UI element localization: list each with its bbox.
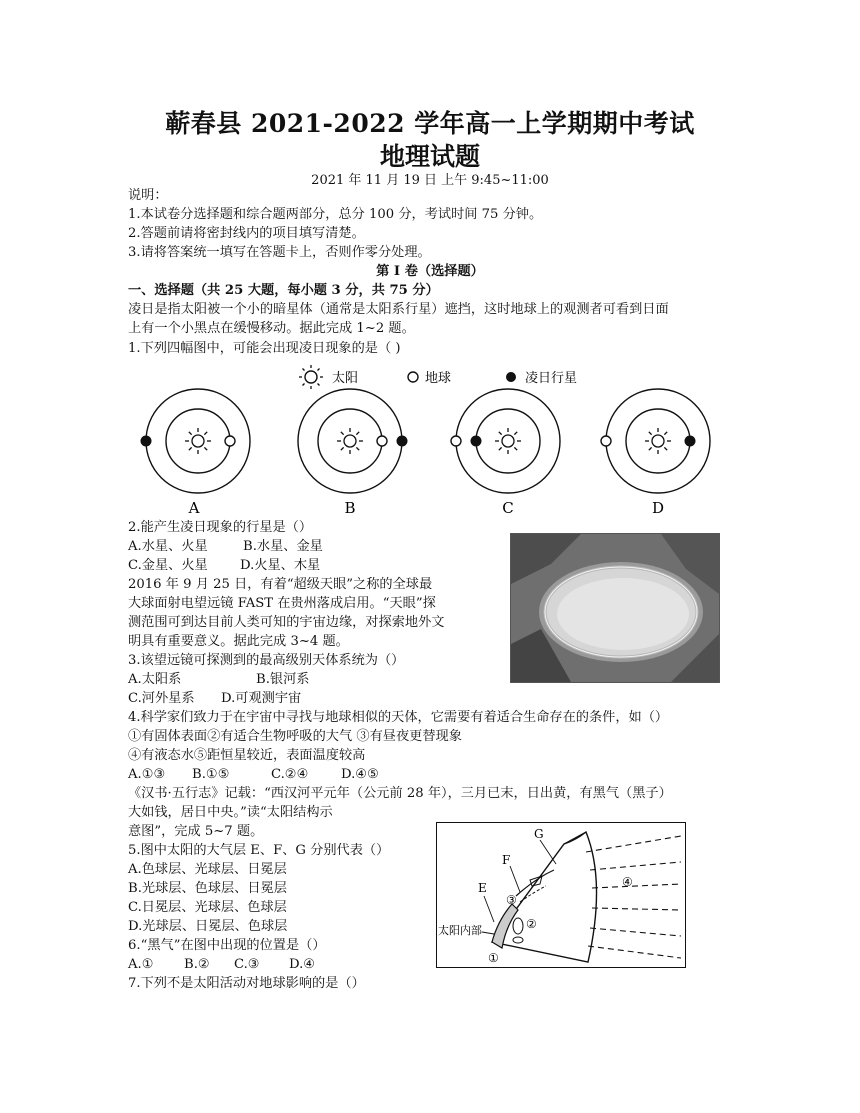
q2-options-row1: [128, 538, 323, 556]
sun-icon: [645, 428, 671, 454]
q4-option-d: D.④⑤: [341, 767, 379, 782]
inner-orbit: [318, 409, 382, 473]
note-1: 1.本试卷分选择题和综合题两部分，总分 100 分，考试时间 75 分钟。: [128, 207, 543, 222]
q4-option-a: A.①③: [128, 767, 166, 782]
q4-conditions-1: ①有固体表面②有适合生物呼吸的大气 ③有昼夜更替现象: [128, 729, 462, 744]
orbit-diagram-c: [451, 389, 560, 493]
earth-marker: [451, 436, 461, 446]
q6-option-b: B.②: [184, 957, 210, 972]
notes-label: 说明：: [128, 188, 168, 203]
q5-option-b: B.光球层、色球层、日冕层: [128, 881, 287, 896]
orbit-diagram-b: [298, 389, 408, 493]
transit-planet-marker: [397, 436, 408, 447]
label-marker-3: ③: [506, 893, 517, 907]
q3-options-row2: [128, 690, 301, 708]
q2-stem: 2.能产生凌日现象的行星是（）: [128, 520, 313, 535]
passage2-line4: 明具有重要意义。据此完成 3~4 题。: [128, 634, 349, 649]
q6-option-a: A.①: [128, 957, 154, 972]
passage3-line3: 意图”，完成 5~7 题。: [128, 824, 264, 839]
q2-option-a: A.水星、火星: [128, 539, 208, 554]
exam-title: 蕲春县 2021-2022 学年高一上学期期中考试: [165, 109, 695, 138]
q3-option-c: C.河外星系: [128, 691, 195, 706]
exam-subject-title: 地理试题: [379, 142, 480, 171]
transit-legend: [299, 365, 577, 389]
label-f: F: [502, 853, 511, 867]
exam-date: 2021 年 11 月 19 日 上午 9:45~11:00: [311, 173, 549, 188]
q7-stem: 7.下列不是太阳活动对地球影响的是（）: [128, 976, 365, 991]
option-label-d: D: [651, 499, 665, 517]
inner-orbit: [166, 409, 230, 473]
sun-legend-icon: [299, 365, 323, 389]
passage1-line1: 凌日是指太阳被一个小的暗星体（通常是太阳系行星）遮挡，这时地球上的观测者可看到日面: [128, 302, 669, 317]
label-marker-4: ④: [622, 875, 633, 889]
q5-stem: 5.图中太阳的大气层 E、F、G 分别代表（）: [128, 843, 390, 858]
q1-stem: 1.下列四幅图中，可能会出现凌日现象的是（ ): [128, 341, 401, 356]
earth-marker: [225, 436, 235, 446]
sun-icon: [495, 428, 521, 454]
option-label-a: A: [188, 499, 200, 517]
q3-options-row1: [128, 671, 309, 689]
q4-stem: 4.科学家们致力于在宇宙中寻找与地球相似的天体，它需要有着适合生命存在的条件，如（）: [128, 710, 669, 725]
label-marker-2: ②: [526, 917, 537, 931]
orbit-diagram-d: [601, 389, 710, 493]
q2-option-c: C.金星、火星: [128, 558, 208, 573]
earth-marker: [601, 436, 611, 446]
q4-conditions-2: ④有液态水⑤距恒星较近，表面温度较高: [128, 748, 366, 763]
passage2-line2: 大球面射电望远镜 FAST 在贵州落成启用。“天眼”探: [128, 596, 436, 611]
transit-planet-marker: [685, 436, 696, 447]
q6-options: [128, 956, 315, 974]
orbit-diagram-a: [141, 389, 251, 493]
earth-legend-icon: [408, 372, 418, 382]
inner-orbit: [626, 409, 690, 473]
earth-legend-label: 地球: [425, 371, 452, 386]
label-e: E: [478, 881, 487, 895]
passage1-line2: 上有一个小黑点在缓慢移动。据此完成 1~2 题。: [128, 321, 415, 336]
q4-option-b: B.①⑤: [192, 767, 230, 782]
label-marker-1: ①: [488, 951, 499, 965]
planet-legend-icon: [506, 372, 516, 382]
q5-option-c: C.日冕层、光球层、色球层: [128, 900, 287, 915]
q6-stem: 6.“黑气”在图中出现的位置是（）: [128, 938, 326, 953]
transit-orbit-figure: [128, 361, 733, 521]
part-title: 一、选择题（共 25 大题，每小题 3 分，共 75 分）: [128, 283, 439, 298]
inner-orbit: [476, 409, 540, 473]
q5-option-a: A.色球层、光球层、日冕层: [128, 862, 287, 877]
fast-telescope-photo: [510, 533, 720, 683]
q3-stem: 3.该望远镜可探测到的最高级别天体系统为（）: [128, 653, 405, 668]
q6-option-d: D.④: [289, 957, 316, 972]
q6-option-c: C.③: [234, 957, 260, 972]
sun-structure-figure: [436, 822, 686, 968]
earth-marker: [377, 436, 387, 446]
transit-planet-marker: [141, 436, 152, 447]
passage2-line3: 测范围可到达目前人类可知的宇宙边缘，对探索地外文: [128, 615, 445, 630]
q2-option-b: B.水星、金星: [243, 539, 323, 554]
sun-icon: [337, 428, 363, 454]
passage3-line1: 《汉书·五行志》记载：“西汉河平元年（公元前 28 年），三月已末，日出黄，有黑气（黑子）: [128, 786, 672, 801]
label-g: G: [534, 827, 544, 841]
q3-option-d: D.可观测宇宙: [221, 691, 302, 706]
planet-legend-label: 凌日行星: [525, 371, 578, 386]
q3-option-a: A.太阳系: [128, 672, 182, 687]
q4-options: [128, 766, 379, 784]
option-label-c: C: [502, 499, 514, 517]
sun-icon: [185, 428, 211, 454]
option-label-b: B: [344, 499, 356, 517]
passage2-line1: 2016 年 9 月 25 日，有着“超级天眼”之称的全球最: [128, 577, 433, 592]
label-sun-interior: 太阳内部: [438, 924, 482, 937]
q4-option-c: C.②④: [271, 767, 309, 782]
passage3-line2: 大如钱，居日中央。”读“太阳结构示: [128, 805, 333, 820]
note-3: 3.请将答案统一填写在答题卡上，否则作零分处理。: [128, 245, 431, 260]
note-2: 2.答题前请将密封线内的项目填写清楚。: [128, 226, 365, 241]
q2-option-d: D.火星、木星: [240, 558, 321, 573]
transit-planet-marker: [471, 436, 482, 447]
q5-option-d: D.光球层、日冕层、色球层: [128, 919, 288, 934]
volume-title: 第 I 卷（选择题）: [376, 264, 484, 279]
q2-options-row2: [128, 557, 320, 575]
q3-option-b: B.银河系: [256, 672, 310, 687]
sun-legend-label: 太阳: [332, 371, 359, 386]
